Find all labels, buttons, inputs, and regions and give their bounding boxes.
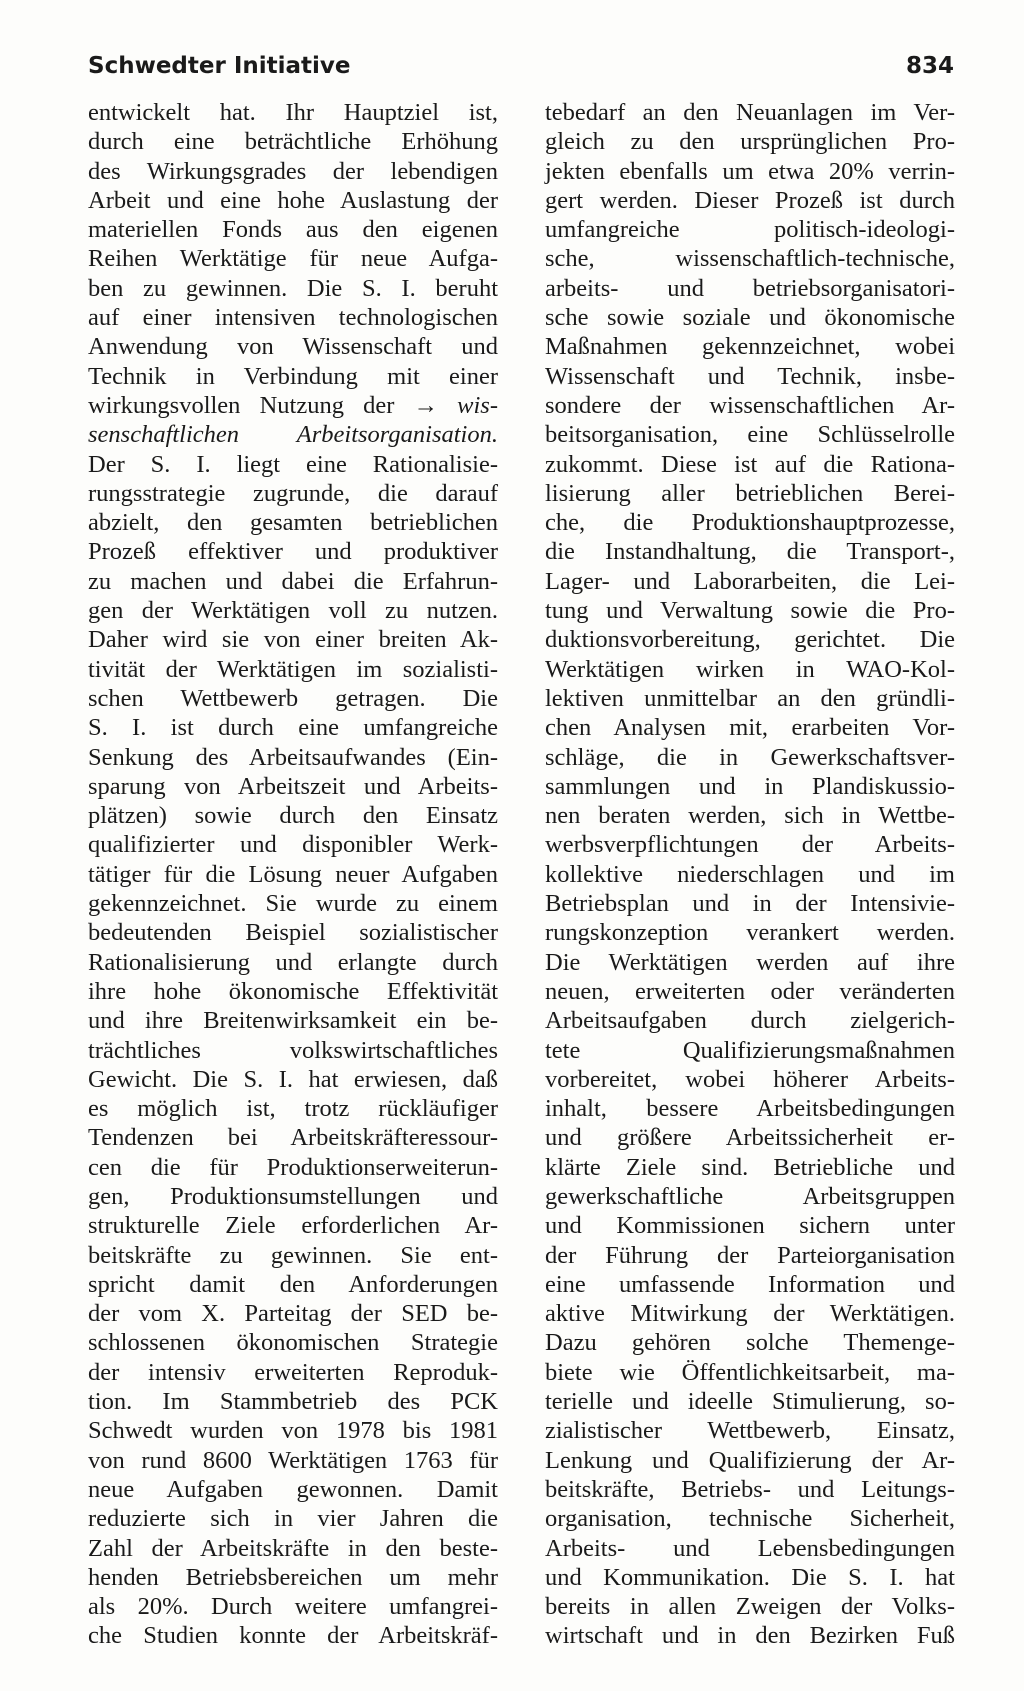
right-column <box>545 98 955 1651</box>
text-line: chen Analysen mit, erarbeiten Vor- <box>545 714 955 742</box>
text-line: neuen, erweiterten oder veränderten <box>545 977 955 1005</box>
text-line: gert werden. Dieser Prozeß ist durch <box>545 186 955 214</box>
text-line: Wissenschaft und Technik, insbe- <box>545 362 955 390</box>
left-column <box>88 98 498 1651</box>
text-line: sparung von Arbeitszeit und Arbeits- <box>88 772 498 800</box>
text-line: Lenkung und Qualifizierung der Ar- <box>545 1446 955 1474</box>
text-line: zialistischer Wettbewerb, Einsatz, <box>545 1417 955 1445</box>
text-line: die Instandhaltung, die Transport-, <box>545 538 955 566</box>
text-line: als 20%. Durch weitere umfangrei- <box>88 1593 498 1621</box>
text-line: sammlungen und in Plandiskussio- <box>545 772 955 800</box>
text-line: tete Qualifizierungsmaßnahmen <box>545 1036 955 1064</box>
text-line: gekennzeichnet. Sie wurde zu einem <box>88 890 498 918</box>
text-line: es möglich ist, trotz rückläufiger <box>88 1095 498 1123</box>
text-line: plätzen) sowie durch den Einsatz <box>88 802 498 830</box>
text-line: inhalt, bessere Arbeitsbedingungen <box>545 1095 955 1123</box>
text-line: Maßnahmen gekennzeichnet, wobei <box>545 333 955 361</box>
text-line: entwickelt hat. Ihr Hauptziel ist, <box>88 99 498 126</box>
text-line: sche sowie soziale und ökonomische <box>545 304 955 332</box>
text-line: Rationalisierung und erlangte durch <box>88 948 498 976</box>
text-line: und ihre Breitenwirksamkeit ein be- <box>88 1007 498 1035</box>
text-line: von rund 8600 Werktätigen 1763 für <box>88 1446 498 1474</box>
text-line: lektiven unmittelbar an den gründli- <box>545 684 955 712</box>
text-line: gen, Produktionsumstellungen und <box>88 1182 498 1210</box>
text-line: umfangreiche politisch-ideologi- <box>545 216 955 244</box>
text-line: Zahl der Arbeitskräfte in den beste- <box>88 1534 498 1562</box>
text-line: ihre hohe ökonomische Effektivität <box>88 977 498 1005</box>
text-line: materiellen Fonds aus den eigenen <box>88 216 498 244</box>
text-line: Reihen Werktätige für neue Aufga- <box>88 245 498 273</box>
text-line: neue Aufgaben gewonnen. Damit <box>88 1475 498 1503</box>
text-line: rungsstrategie zugrunde, die darauf <box>88 479 498 507</box>
text-line: sondere der wissenschaftlichen Ar- <box>545 391 955 419</box>
text-line: schlossenen ökonomischen Strategie <box>88 1329 498 1357</box>
text-line: wirtschaft und in den Bezirken Fuß <box>545 1622 955 1650</box>
text-line: des Wirkungsgrades der lebendigen <box>88 157 498 185</box>
text-line: werbsverpflichtungen der Arbeits- <box>545 831 955 859</box>
text-line: trächtliches volkswirtschaftliches <box>88 1036 498 1064</box>
text-line: bedeutenden Beispiel sozialistischer <box>88 919 498 947</box>
text-line: jekten ebenfalls um etwa 20% verrin- <box>545 157 955 185</box>
text-line: qualifizierter und disponibler Werk- <box>88 831 498 859</box>
text-line: tung und Verwaltung sowie die Pro- <box>545 597 955 625</box>
text-line: Arbeit und eine hohe Auslastung der <box>88 186 498 214</box>
text-line: kollektive niederschlagen und im <box>545 860 955 888</box>
text-line: der Führung der Parteiorganisation <box>545 1241 955 1269</box>
text-line: biete wie Öffentlichkeitsarbeit, ma- <box>545 1358 955 1386</box>
text-line: bereits in allen Zweigen der Volks- <box>545 1593 955 1621</box>
text-line: beitskräfte zu gewinnen. Sie ent- <box>88 1241 498 1269</box>
text-line: Werktätigen wirken in WAO-Kol- <box>545 655 955 683</box>
text-line: schläge, die in Gewerkschaftsver- <box>545 743 955 771</box>
text-line: wirkungsvollen Nutzung der → wis- <box>88 391 498 419</box>
text-line: abzielt, den gesamten betrieblichen <box>88 509 498 537</box>
text-line: Die Werktätigen werden auf ihre <box>545 948 955 976</box>
text-line: Gewicht. Die S. I. hat erwiesen, daß <box>88 1065 498 1093</box>
text-line: che Studien konnte der Arbeitskräf- <box>88 1622 498 1650</box>
text-line: Arbeitsaufgaben durch zielgerich- <box>545 1007 955 1035</box>
text-line: schen Wettbewerb getragen. Die <box>88 684 498 712</box>
text-line: nen beraten werden, sich in Wettbe- <box>545 802 955 830</box>
text-line: reduzierte sich in vier Jahren die <box>88 1505 498 1533</box>
text-line: und Kommissionen sichern unter <box>545 1212 955 1240</box>
text-line: henden Betriebsbereichen um mehr <box>88 1563 498 1591</box>
text-line: Anwendung von Wissenschaft und <box>88 333 498 361</box>
text-line: beitskräfte, Betriebs- und Leitungs- <box>545 1475 955 1503</box>
text-line: ben zu gewinnen. Die S. I. beruht <box>88 274 498 302</box>
text-line: strukturelle Ziele erforderlichen Ar- <box>88 1212 498 1240</box>
text-line: terielle und ideelle Stimulierung, so- <box>545 1388 955 1416</box>
text-line: Tendenzen bei Arbeitskräfteressour- <box>88 1124 498 1152</box>
text-line: Prozeß effektiver und produktiver <box>88 538 498 566</box>
text-line: tion. Im Stammbetrieb des PCK <box>88 1388 498 1416</box>
text-line: vorbereitet, wobei höherer Arbeits- <box>545 1065 955 1093</box>
text-line: auf einer intensiven technologischen <box>88 304 498 332</box>
text-line: S. I. ist durch eine umfangreiche <box>88 714 498 742</box>
text-line: Daher wird sie von einer breiten Ak- <box>88 626 498 654</box>
text-line: Senkung des Arbeitsaufwandes (Ein- <box>88 743 498 771</box>
text-line: che, die Produktionshauptprozesse, <box>545 509 955 537</box>
text-line: beitsorganisation, eine Schlüsselrolle <box>545 421 955 449</box>
text-line: Dazu gehören solche Themenge- <box>545 1329 955 1357</box>
text-line: spricht damit den Anforderungen <box>88 1270 498 1298</box>
text-line: rungskonzeption verankert werden. <box>545 919 955 947</box>
text-line: Der S. I. liegt eine Rationalisie- <box>88 450 498 478</box>
text-line: gleich zu den ursprünglichen Pro- <box>545 128 955 156</box>
page-number: 834 <box>905 53 954 79</box>
text-line: organisation, technische Sicherheit, <box>545 1505 955 1533</box>
text-line: gen der Werktätigen voll zu nutzen. <box>88 597 498 625</box>
text-line: zukommt. Diese ist auf die Rationa- <box>545 450 955 478</box>
running-head-title: Schwedter Initiative <box>88 53 351 79</box>
text-line: der intensiv erweiterten Reproduk- <box>88 1358 498 1386</box>
text-line: sche, wissenschaftlich-technische, <box>545 245 955 273</box>
text-line: der vom X. Parteitag der SED be- <box>88 1300 498 1328</box>
text-line: gewerkschaftliche Arbeitsgruppen <box>545 1182 955 1210</box>
text-line: lisierung aller betrieblichen Berei- <box>545 479 955 507</box>
text-line: eine umfassende Information und <box>545 1270 955 1298</box>
text-line: Betriebsplan und in der Intensivie- <box>545 890 955 918</box>
text-line: tätiger für die Lösung neuer Aufgaben <box>88 860 498 888</box>
text-line: klärte Ziele sind. Betriebliche und <box>545 1153 955 1181</box>
text-line: und Kommunikation. Die S. I. hat <box>545 1563 955 1591</box>
text-line: durch eine beträchtliche Erhöhung <box>88 128 498 156</box>
text-line: senschaftlichen Arbeitsorganisation. <box>88 421 498 449</box>
text-line: tebedarf an den Neuanlagen im Ver- <box>545 99 955 126</box>
page-header <box>88 46 954 86</box>
text-line: zu machen und dabei die Erfahrun- <box>88 567 498 595</box>
text-line: tivität der Werktätigen im sozialisti- <box>88 655 498 683</box>
text-line: Lager- und Laborarbeiten, die Lei- <box>545 567 955 595</box>
text-line: cen die für Produktionserweiterun- <box>88 1153 498 1181</box>
text-line: und größere Arbeitssicherheit er- <box>545 1124 955 1152</box>
text-line: Schwedt wurden von 1978 bis 1981 <box>88 1417 498 1445</box>
text-line: Technik in Verbindung mit einer <box>88 362 498 390</box>
text-line: Arbeits- und Lebensbedingungen <box>545 1534 955 1562</box>
text-line: aktive Mitwirkung der Werktätigen. <box>545 1300 955 1328</box>
text-line: arbeits- und betriebsorganisatori- <box>545 274 955 302</box>
text-line: duktionsvorbereitung, gerichtet. Die <box>545 626 955 654</box>
